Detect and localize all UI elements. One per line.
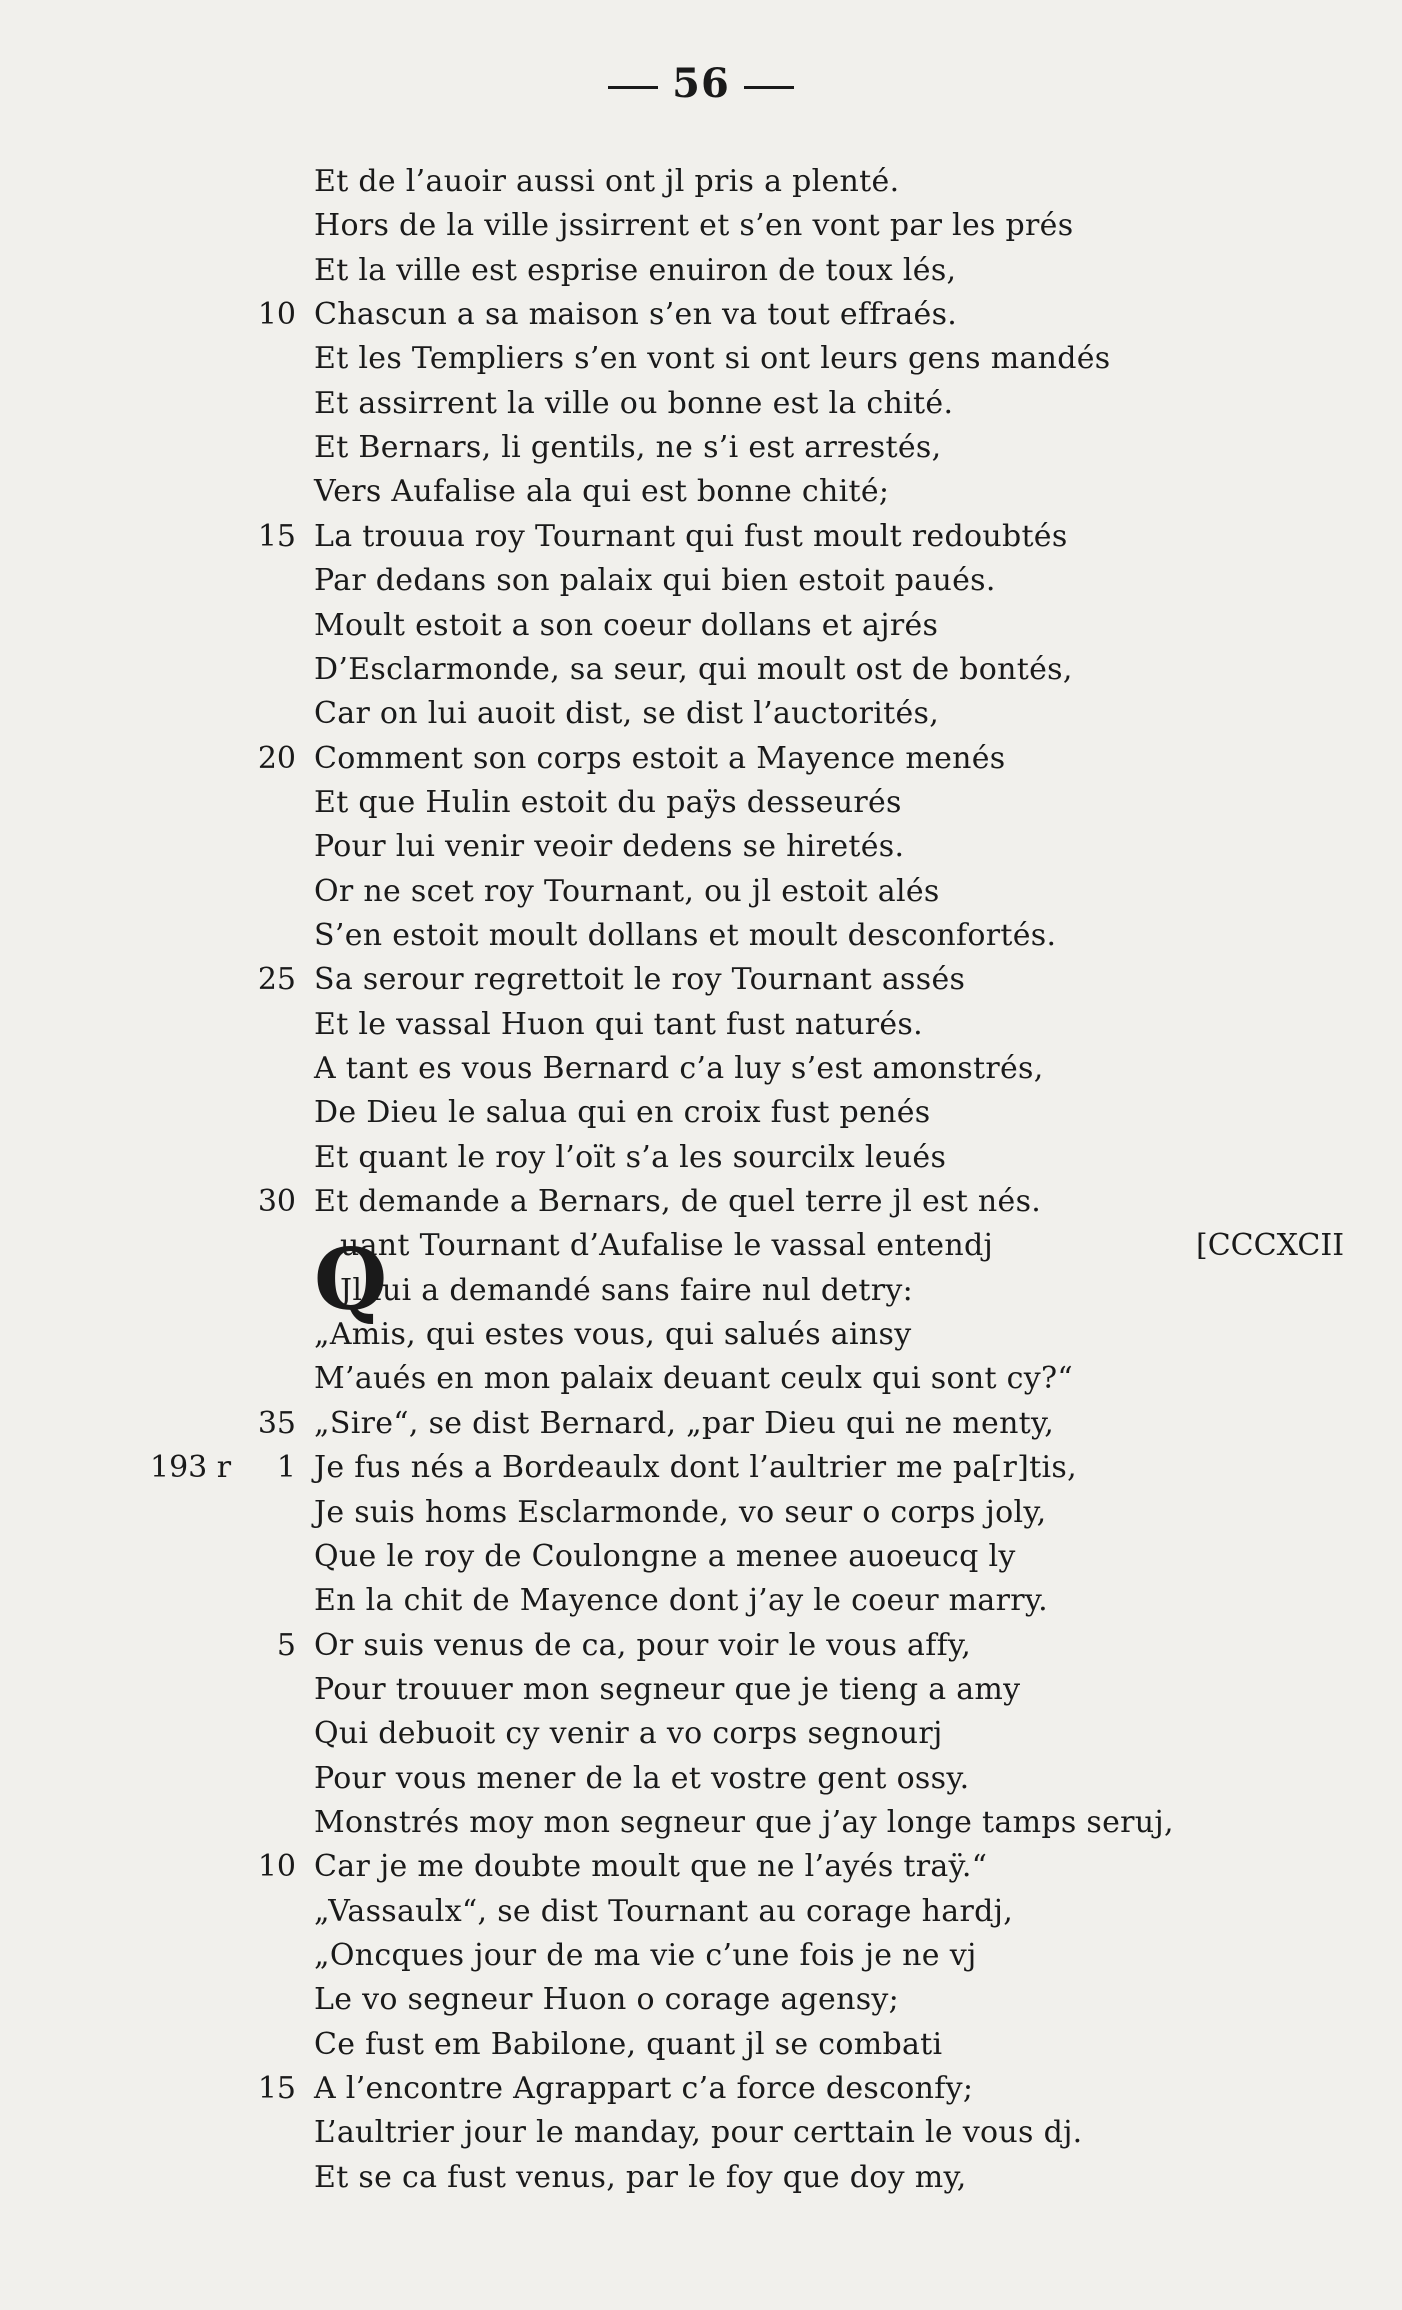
verse-text: Monstrés moy mon segneur que j’ay longe tamps seruj, — [314, 1804, 1174, 1840]
verse-text: Or ne scet roy Tournant, ou jl estoit alés — [314, 873, 940, 909]
verse-line — [0, 1003, 1402, 1047]
verse-line — [0, 2023, 1402, 2067]
verse-line — [0, 1180, 1402, 1224]
verse-text: „Oncques jour de ma vie c’une fois je ne vj — [314, 1938, 977, 1973]
verse-line — [0, 1491, 1402, 1535]
verse-line — [0, 1624, 1402, 1668]
verse-line — [0, 2156, 1402, 2200]
verse-text: Or suis venus de ca, pour voir le vous affy, — [314, 1627, 972, 1663]
verse-text: Que le roy de Coulongne a menee auoeucq ly — [314, 1538, 1016, 1574]
drop-capital: Q — [314, 1230, 388, 1329]
verse-text: Ce fust em Babilone, quant jl se combati — [314, 2026, 943, 2062]
verse-line — [0, 648, 1402, 692]
laisse-marker: [CCCXCII — [1196, 1228, 1345, 1264]
verse-line — [0, 870, 1402, 914]
verse-line — [0, 1269, 1402, 1313]
verse-text: Et assirrent la ville ou bonne est la chité. — [314, 385, 954, 421]
line-number: 25 — [257, 962, 296, 998]
verse-text: Sa serour regrettoit le roy Tournant assés — [314, 962, 966, 998]
page-number-value: 56 — [672, 60, 730, 107]
verse-text: uant Tournant d’Aufalise le vassal entendj — [340, 1228, 994, 1264]
verse-text: „Amis, qui estes vous, qui salués ainsy — [314, 1317, 912, 1353]
verse-text: Le vo segneur Huon o corage agensy; — [314, 1982, 900, 2018]
verse-line — [0, 1091, 1402, 1135]
verse-line — [0, 1224, 1402, 1268]
folio-reference: 193 r — [150, 1450, 232, 1486]
verse-text: Car on lui auoit dist, se dist l’auctorités, — [314, 696, 940, 732]
verse-text: Vers Aufalise ala qui est bonne chité; — [314, 474, 890, 510]
verse-text: A l’encontre Agrappart c’a force desconfy; — [314, 2071, 974, 2107]
verse-line — [0, 1446, 1402, 1490]
verse-text: „Vassaulx“, se dist Tournant au corage hardj, — [314, 1893, 1014, 1929]
verse-text: Et que Hulin estoit du paÿs desseurés — [314, 784, 902, 820]
line-number: 15 — [257, 518, 296, 554]
verse-text: Pour trouuer mon segneur que je tieng a amy — [314, 1671, 1021, 1707]
verse-text: Et la ville est esprise enuiron de toux lés, — [314, 252, 957, 288]
line-number: 1 — [276, 1450, 296, 1486]
verse-line — [0, 1535, 1402, 1579]
verse-line — [0, 293, 1402, 337]
verse-text: Comment son corps estoit a Mayence menés — [314, 740, 1006, 776]
line-number: 5 — [276, 1627, 296, 1663]
verse-line — [0, 1668, 1402, 1712]
verse-line — [0, 559, 1402, 603]
verse-line — [0, 958, 1402, 1002]
verse-text: Moult estoit a son coeur dollans et ajrés — [314, 607, 939, 643]
verse-line — [0, 1047, 1402, 1091]
verse-text: Pour vous mener de la et vostre gent ossy. — [314, 1760, 970, 1796]
verse-line — [0, 515, 1402, 559]
verse-line — [0, 1402, 1402, 1446]
page-number-dash-left — [608, 86, 658, 89]
verse-line — [0, 204, 1402, 248]
verse-line — [0, 604, 1402, 648]
verse-text: D’Esclarmonde, sa seur, qui moult ost de bontés, — [314, 651, 1073, 687]
verse-line — [0, 1801, 1402, 1845]
verse-text: Et de l’auoir aussi ont jl pris a plenté. — [314, 164, 900, 199]
verse-text: L’aultrier jour le manday, pour certtain le vous dj. — [314, 2115, 1083, 2151]
verse-text: Et les Templiers s’en vont si ont leurs gens mandés — [314, 341, 1111, 377]
verse-line — [0, 1934, 1402, 1978]
verse-line — [0, 249, 1402, 293]
verse-text: Pour lui venir veoir dedens se hiretés. — [314, 829, 905, 865]
verse-line — [0, 1357, 1402, 1401]
page-number — [0, 60, 1402, 107]
verse-line — [0, 1845, 1402, 1889]
verse-line — [0, 426, 1402, 470]
verse-text: Jl lui a demandé sans faire nul detry: — [340, 1272, 914, 1308]
verse-text: A tant es vous Bernard c’a luy s’est amonstrés, — [314, 1051, 1044, 1086]
verse-line — [0, 1757, 1402, 1801]
verse-text: S’en estoit moult dollans et moult desconfortés. — [314, 917, 1057, 953]
line-number: 20 — [257, 740, 296, 776]
line-number: 35 — [257, 1405, 296, 1441]
verse-line — [0, 2067, 1402, 2111]
verse-line — [0, 914, 1402, 958]
verse-text: Et demande a Bernars, de quel terre jl est nés. — [314, 1184, 1042, 1220]
verse-line — [0, 1579, 1402, 1623]
verse-text: Hors de la ville jssirrent et s’en vont par les prés — [314, 208, 1074, 244]
line-number: 10 — [257, 1849, 296, 1885]
verse-text: Et quant le roy l’oït s’a les sourcilx leués — [314, 1139, 947, 1175]
verse-text: Et Bernars, li gentils, ne s’i est arrestés, — [314, 430, 942, 466]
verse-text: En la chit de Mayence dont j’ay le coeur marry. — [314, 1583, 1048, 1619]
verse-line — [0, 337, 1402, 381]
line-number: 10 — [257, 297, 296, 333]
verse-line — [0, 1313, 1402, 1357]
verse-text: Chascun a sa maison s’en va tout effraés. — [314, 297, 958, 333]
verse-text: Je suis homs Esclarmonde, vo seur o corps joly, — [314, 1494, 1047, 1530]
verse-text: Et le vassal Huon qui tant fust naturés. — [314, 1006, 923, 1042]
verse-text: „Sire“, se dist Bernard, „par Dieu qui ne menty, — [314, 1405, 1055, 1441]
verse-line — [0, 470, 1402, 514]
verse-text: Je fus nés a Bordeaulx dont l’aultrier me pa[r]tis, — [314, 1450, 1077, 1486]
verse-line — [0, 1712, 1402, 1756]
verse-text: Car je me doubte moult que ne l’ayés traÿ.“ — [314, 1849, 988, 1885]
line-number: 30 — [257, 1184, 296, 1220]
verse-text: Et se ca fust venus, par le foy que doy my, — [314, 2159, 967, 2195]
verse-line — [0, 160, 1402, 204]
verse-line — [0, 2111, 1402, 2155]
verse-line — [0, 1136, 1402, 1180]
verse-text: La trouua roy Tournant qui fust moult redoubtés — [314, 518, 1068, 554]
verse-line — [0, 781, 1402, 825]
verse-line — [0, 1978, 1402, 2022]
verse-text: Qui debuoit cy venir a vo corps segnourj — [314, 1716, 943, 1752]
line-number: 15 — [257, 2071, 296, 2107]
verse-line — [0, 737, 1402, 781]
verse-text: Par dedans son palaix qui bien estoit paués. — [314, 563, 996, 599]
page-number-dash-right — [744, 86, 794, 89]
verse-line — [0, 692, 1402, 736]
verse-text: M’aués en mon palaix deuant ceulx qui sont cy?“ — [314, 1361, 1074, 1397]
verse-text: De Dieu le salua qui en croix fust penés — [314, 1095, 931, 1131]
verse-line — [0, 1890, 1402, 1934]
verse-line — [0, 382, 1402, 426]
verse-line — [0, 825, 1402, 869]
